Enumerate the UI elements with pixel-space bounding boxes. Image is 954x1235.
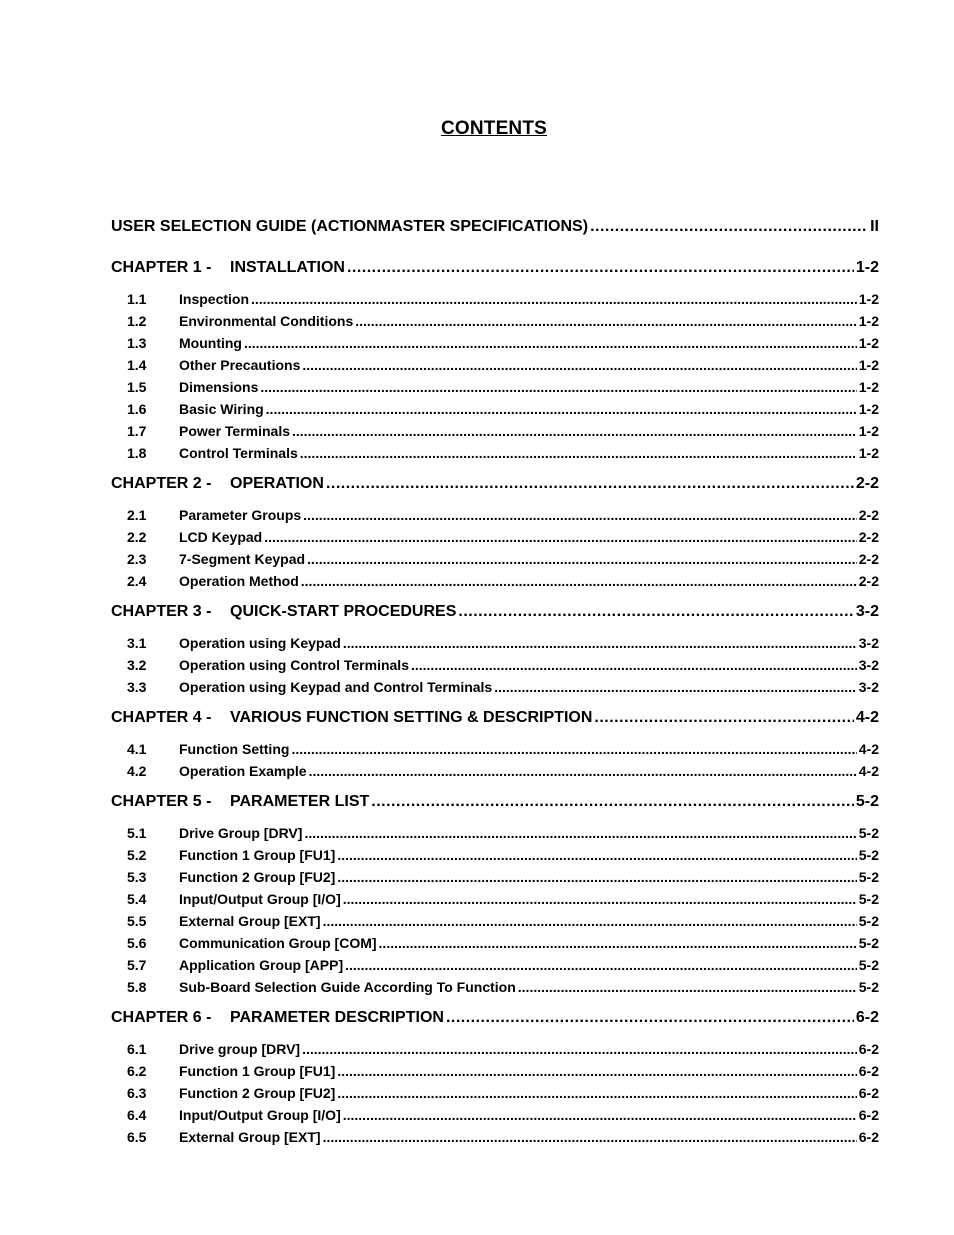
toc-section-entry[interactable] — [111, 763, 879, 785]
toc-section-entry[interactable] — [111, 551, 879, 573]
dot-leader — [347, 259, 854, 277]
dot-leader — [303, 507, 857, 523]
chapter-number: CHAPTER 4 - — [111, 709, 212, 726]
section-title: External Group [EXT] — [179, 1129, 321, 1145]
section-number: 3.3 — [127, 679, 147, 695]
table-of-contents — [111, 218, 879, 1159]
section-number: 2.2 — [127, 529, 147, 545]
section-title: External Group [EXT] — [179, 913, 321, 929]
section-number: 6.5 — [127, 1129, 147, 1145]
section-title: Inspection — [179, 291, 250, 307]
dot-leader — [292, 423, 857, 439]
section-number: 1.8 — [127, 445, 147, 461]
toc-section-entry[interactable] — [111, 291, 879, 313]
section-title: Drive Group [DRV] — [179, 825, 303, 841]
section-number: 4.2 — [127, 763, 147, 779]
toc-chapter-entry[interactable] — [111, 793, 879, 817]
toc-page-number: 1-2 — [858, 401, 879, 417]
dot-leader — [337, 1085, 856, 1101]
toc-section-entry[interactable] — [111, 379, 879, 401]
section-title: Function 1 Group [FU1] — [179, 847, 336, 863]
toc-page-number: 1-2 — [858, 335, 879, 351]
dot-leader — [594, 709, 853, 727]
section-title: Operation using Control Terminals — [179, 657, 409, 673]
chapter-number: CHAPTER 2 - — [111, 475, 212, 492]
dot-leader — [446, 1009, 854, 1027]
section-title: Basic Wiring — [179, 401, 264, 417]
section-number: 1.5 — [127, 379, 147, 395]
dot-leader — [323, 1129, 857, 1145]
section-number: 4.1 — [127, 741, 147, 757]
toc-page-number: 5-2 — [858, 979, 879, 995]
toc-section-entry[interactable] — [111, 507, 879, 529]
toc-section-entry[interactable] — [111, 335, 879, 357]
toc-section-entry[interactable] — [111, 847, 879, 869]
chapter-block — [111, 259, 879, 467]
section-number: 3.2 — [127, 657, 147, 673]
chapter-block — [111, 1009, 879, 1151]
dot-leader — [590, 218, 868, 236]
toc-page-number: II — [870, 218, 879, 235]
chapter-number: CHAPTER 3 - — [111, 603, 212, 620]
dot-leader — [260, 379, 856, 395]
toc-page-number: 4-2 — [855, 709, 879, 726]
page-title: CONTENTS — [440, 118, 548, 139]
dot-leader — [251, 291, 857, 307]
section-title: Sub-Board Selection Guide According To Function — [179, 979, 516, 995]
toc-section-entry[interactable] — [111, 445, 879, 467]
toc-page-number: 6-2 — [858, 1085, 879, 1101]
section-number: 2.3 — [127, 551, 147, 567]
section-title: Operation Method — [179, 573, 299, 589]
section-number: 6.4 — [127, 1107, 147, 1123]
section-title: Parameter Groups — [179, 507, 302, 523]
dot-leader — [343, 1107, 857, 1123]
toc-page-number: 6-2 — [855, 1009, 879, 1026]
dot-leader — [411, 657, 857, 673]
toc-page-number: 1-2 — [858, 379, 879, 395]
toc-section-entry[interactable] — [111, 935, 879, 957]
dot-leader — [302, 1041, 857, 1057]
dot-leader — [244, 335, 857, 351]
toc-page-number: 6-2 — [858, 1129, 879, 1145]
toc-section-entry[interactable] — [111, 423, 879, 445]
chapter-title: PARAMETER DESCRIPTION — [230, 1009, 444, 1026]
section-number: 5.2 — [127, 847, 147, 863]
section-title: Dimensions — [179, 379, 259, 395]
toc-page-number: 5-2 — [858, 913, 879, 929]
toc-page-number: 4-2 — [858, 741, 879, 757]
section-number: 3.1 — [127, 635, 147, 651]
section-number: 1.3 — [127, 335, 147, 351]
toc-section-entry[interactable] — [111, 825, 879, 847]
toc-page-number: 5-2 — [858, 891, 879, 907]
dot-leader — [304, 825, 856, 841]
chapter-title: QUICK-START PROCEDURES — [230, 603, 457, 620]
toc-page-number: 6-2 — [858, 1063, 879, 1079]
dot-leader — [291, 741, 856, 757]
toc-chapter-entry[interactable] — [111, 475, 879, 499]
toc-section-entry[interactable] — [111, 979, 879, 1001]
section-title: Power Terminals — [179, 423, 291, 439]
chapter-title: VARIOUS FUNCTION SETTING & DESCRIPTION — [230, 709, 593, 726]
toc-section-entry[interactable] — [111, 573, 879, 595]
section-number: 2.4 — [127, 573, 147, 589]
dot-leader — [301, 573, 857, 589]
toc-page-number: 1-2 — [858, 291, 879, 307]
toc-page-number: 3-2 — [855, 603, 879, 620]
dot-leader — [371, 793, 854, 811]
dot-leader — [458, 603, 854, 621]
toc-page-number: 1-2 — [855, 259, 879, 276]
section-title: Environmental Conditions — [179, 313, 354, 329]
section-number: 5.4 — [127, 891, 147, 907]
toc-section-entry[interactable] — [111, 869, 879, 891]
section-title: Operation using Keypad — [179, 635, 341, 651]
toc-page-number: 3-2 — [858, 657, 879, 673]
section-title: Function 2 Group [FU2] — [179, 869, 336, 885]
dot-leader — [266, 401, 857, 417]
dot-leader — [355, 313, 857, 329]
toc-section-entry[interactable] — [111, 357, 879, 379]
section-number: 5.8 — [127, 979, 147, 995]
chapter-list — [111, 259, 879, 1151]
toc-chapter-entry[interactable] — [111, 259, 879, 283]
toc-page-number: 6-2 — [858, 1107, 879, 1123]
toc-page-number: 4-2 — [858, 763, 879, 779]
chapter-block — [111, 603, 879, 701]
section-number: 2.1 — [127, 507, 147, 523]
toc-section-entry[interactable] — [111, 1063, 879, 1085]
chapter-title: PARAMETER LIST — [230, 793, 370, 810]
dot-leader — [326, 475, 854, 493]
toc-section-entry[interactable] — [111, 741, 879, 763]
dot-leader — [337, 869, 856, 885]
section-title: Input/Output Group [I/O] — [179, 891, 341, 907]
section-number: 6.3 — [127, 1085, 147, 1101]
section-title: Operation Example — [179, 763, 307, 779]
chapter-title: INSTALLATION — [230, 259, 345, 276]
dot-leader — [264, 529, 857, 545]
toc-section-entry[interactable] — [111, 891, 879, 913]
toc-page-number: 2-2 — [858, 507, 879, 523]
section-title: Function 1 Group [FU1] — [179, 1063, 336, 1079]
toc-page-number: 2-2 — [855, 475, 879, 492]
toc-page-number: 5-2 — [858, 847, 879, 863]
toc-page-number: 5-2 — [858, 957, 879, 973]
toc-page-number: 6-2 — [858, 1041, 879, 1057]
toc-page-number: 2-2 — [858, 551, 879, 567]
toc-page-number: 3-2 — [858, 635, 879, 651]
toc-section-entry[interactable] — [111, 657, 879, 679]
dot-leader — [343, 635, 857, 651]
section-number: 1.1 — [127, 291, 147, 307]
dot-leader — [307, 551, 857, 567]
section-number: 5.3 — [127, 869, 147, 885]
chapter-number: CHAPTER 6 - — [111, 1009, 212, 1026]
section-title: 7-Segment Keypad — [179, 551, 306, 567]
dot-leader — [323, 913, 857, 929]
chapter-number: CHAPTER 5 - — [111, 793, 212, 810]
dot-leader — [309, 763, 857, 779]
section-title: Input/Output Group [I/O] — [179, 1107, 341, 1123]
section-number: 1.6 — [127, 401, 147, 417]
dot-leader — [345, 957, 857, 973]
section-number: 5.1 — [127, 825, 147, 841]
toc-section-entry[interactable] — [111, 913, 879, 935]
chapter-number: CHAPTER 1 - — [111, 259, 212, 276]
toc-chapter-entry[interactable] — [111, 603, 879, 627]
toc-section-entry[interactable] — [111, 313, 879, 335]
section-title: Mounting — [179, 335, 242, 351]
toc-page-number: 1-2 — [858, 423, 879, 439]
toc-page-number: 5-2 — [858, 825, 879, 841]
toc-entry-title: USER SELECTION GUIDE (ACTIONMASTER SPECIFICATIONS) — [111, 218, 589, 235]
section-number: 5.5 — [127, 913, 147, 929]
section-number: 6.1 — [127, 1041, 147, 1057]
section-number: 1.4 — [127, 357, 147, 373]
dot-leader — [337, 1063, 856, 1079]
section-title: LCD Keypad — [179, 529, 263, 545]
toc-section-entry[interactable] — [111, 1041, 879, 1063]
toc-section-entry[interactable] — [111, 401, 879, 423]
toc-section-entry[interactable] — [111, 1129, 879, 1151]
dot-leader — [300, 445, 857, 461]
chapter-title: OPERATION — [230, 475, 324, 492]
toc-page-number: 3-2 — [858, 679, 879, 695]
toc-page-number: 1-2 — [858, 445, 879, 461]
section-number: 1.7 — [127, 423, 147, 439]
section-title: Other Precautions — [179, 357, 301, 373]
toc-section-entry[interactable] — [111, 679, 879, 701]
section-title: Operation using Keypad and Control Terminals — [179, 679, 493, 695]
dot-leader — [494, 679, 857, 695]
dot-leader — [343, 891, 857, 907]
section-title: Application Group [APP] — [179, 957, 344, 973]
toc-page-number: 1-2 — [858, 313, 879, 329]
toc-chapter-entry[interactable] — [111, 1009, 879, 1033]
toc-page-number: 2-2 — [858, 529, 879, 545]
toc-entry-guide[interactable] — [111, 218, 879, 242]
section-number: 1.2 — [127, 313, 147, 329]
section-number: 6.2 — [127, 1063, 147, 1079]
dot-leader — [337, 847, 856, 863]
chapter-block — [111, 475, 879, 595]
toc-page-number: 5-2 — [858, 935, 879, 951]
section-title: Control Terminals — [179, 445, 298, 461]
toc-section-entry[interactable] — [111, 957, 879, 979]
section-title: Function 2 Group [FU2] — [179, 1085, 336, 1101]
dot-leader — [302, 357, 856, 373]
toc-chapter-entry[interactable] — [111, 709, 879, 733]
toc-page-number: 5-2 — [855, 793, 879, 810]
toc-section-entry[interactable] — [111, 635, 879, 657]
section-number: 5.6 — [127, 935, 147, 951]
toc-section-entry[interactable] — [111, 1107, 879, 1129]
toc-page-number: 1-2 — [858, 357, 879, 373]
toc-page-number: 2-2 — [858, 573, 879, 589]
dot-leader — [379, 935, 857, 951]
toc-page-number: 5-2 — [858, 869, 879, 885]
section-title: Function Setting — [179, 741, 290, 757]
chapter-block — [111, 793, 879, 1001]
section-number: 5.7 — [127, 957, 147, 973]
toc-section-entry[interactable] — [111, 1085, 879, 1107]
toc-section-entry[interactable] — [111, 529, 879, 551]
dot-leader — [518, 979, 857, 995]
section-title: Drive group [DRV] — [179, 1041, 301, 1057]
chapter-block — [111, 709, 879, 785]
section-title: Communication Group [COM] — [179, 935, 377, 951]
